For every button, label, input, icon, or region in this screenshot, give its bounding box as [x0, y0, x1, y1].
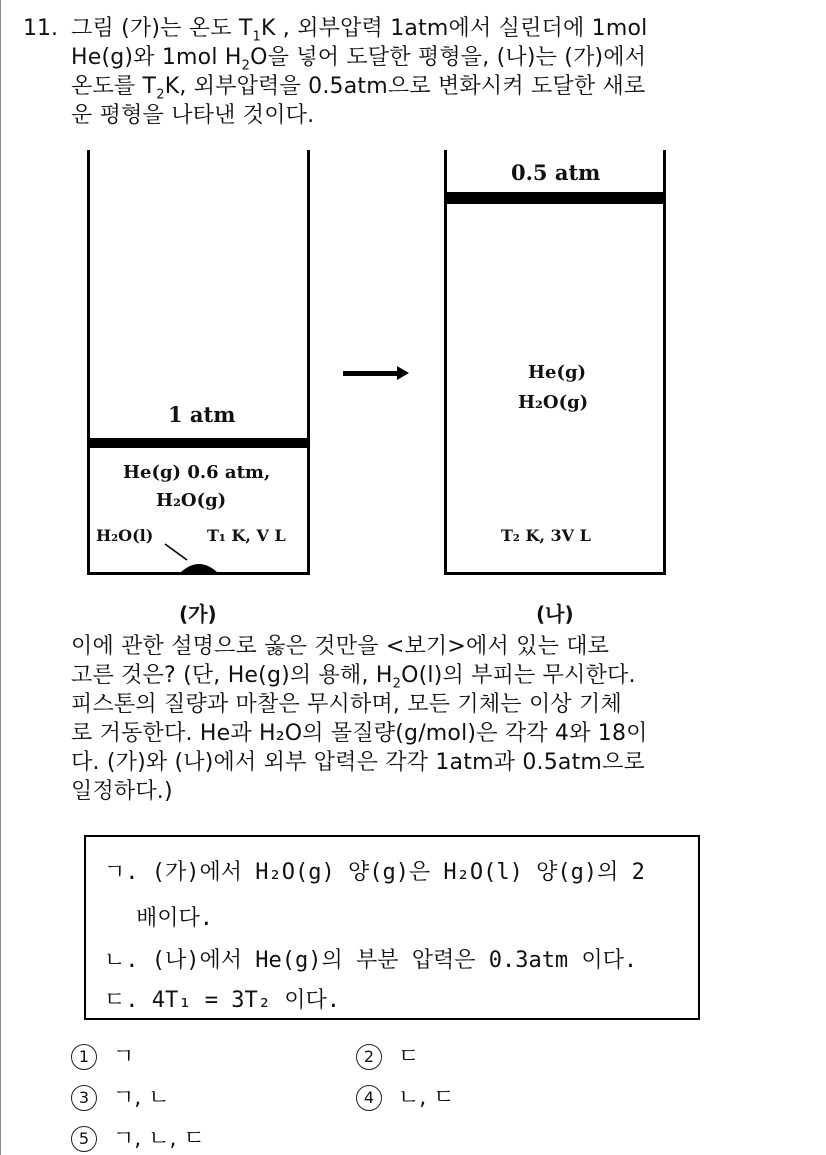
- paragraph-line-5: 다. (가)와 (나)에서 외부 압력은 각각 1atm과 0.5atm으로: [71, 750, 645, 775]
- choice-5[interactable]: [71, 1124, 205, 1154]
- question-line-4: 운 평형을 나타낸 것이다.: [71, 103, 315, 128]
- right-cylinder-bottom: [444, 572, 666, 575]
- arrow-icon: [343, 371, 399, 376]
- question-line-3: 온도를 $T_2K$, 외부압력을 0.5atm으로 변화시켜 도달한 새로: [71, 74, 646, 103]
- question-text: [71, 14, 771, 130]
- choice-label: ㄱ, ㄴ: [113, 1085, 170, 1111]
- choice-number: 1: [71, 1044, 97, 1070]
- paragraph-line-3: 피스톤의 질량과 마찰은 무시하며, 모든 기체는 이상 기체: [71, 692, 622, 717]
- choice-label: ㄱ, ㄴ, ㄷ: [113, 1126, 205, 1152]
- liquid-droplet-icon: [151, 530, 241, 575]
- choice-number: 2: [356, 1044, 382, 1070]
- left-cylinder-left-wall: [87, 150, 90, 575]
- choice-label: ㄱ: [113, 1044, 135, 1070]
- choice-3[interactable]: [71, 1083, 170, 1113]
- right-caption: (나): [536, 602, 574, 626]
- right-cylinder-right-wall: [663, 150, 666, 575]
- instruction-paragraph: [71, 632, 771, 806]
- left-piston: [87, 438, 310, 448]
- right-state-label: T₂ K, 3V L: [501, 526, 591, 545]
- left-liquid-label: H₂O(l): [96, 526, 154, 545]
- choice-label: ㄷ: [398, 1044, 420, 1070]
- question-line-2: He(g)와 1mol $H_2O$을 넣어 도달한 평형을, (나)는 (가)에서: [71, 45, 647, 74]
- right-cylinder-left-wall: [444, 150, 447, 575]
- left-caption: (가): [179, 602, 217, 626]
- right-piston: [444, 192, 666, 204]
- choice-number: 5: [71, 1126, 97, 1152]
- question-number: 11.: [23, 16, 58, 41]
- left-gas-label-1: He(g) 0.6 atm,: [123, 462, 271, 483]
- right-pressure-label: 0.5 atm: [511, 160, 601, 185]
- cylinder-diagram: [1, 140, 826, 630]
- arrow-head-icon: [397, 366, 409, 380]
- bogi-item-1-line-2: 배이다.: [136, 906, 214, 931]
- left-cylinder-right-wall: [307, 150, 310, 575]
- paragraph-line-1: 이에 관한 설명으로 옳은 것만을 <보기>에서 있는 대로: [71, 634, 610, 659]
- choice-number: 3: [71, 1085, 97, 1111]
- choice-2[interactable]: [356, 1042, 419, 1072]
- bogi-box: [84, 835, 700, 1020]
- bogi-item-2: ㄴ. (나)에서 He(g)의 부분 압력은 0.3atm 이다.: [104, 948, 638, 973]
- left-pressure-label: 1 atm: [168, 402, 236, 427]
- left-gas-label-2: H₂O(g): [156, 490, 227, 511]
- choice-number: 4: [356, 1085, 382, 1111]
- paragraph-line-4: 로 거동한다. He과 H₂O의 몰질량(g/mol)은 각각 4와 18이: [71, 721, 648, 746]
- right-gas-label-2: H₂O(g): [518, 392, 589, 413]
- question-line-1: 그림 (가)는 온도 $T_1K$ , 외부압력 1atm에서 실린더에 1mol: [71, 16, 648, 45]
- left-state-label: T₁ K, V L: [207, 526, 286, 545]
- right-gas-label-1: He(g): [528, 362, 587, 383]
- bogi-item-1-line-1: ㄱ. (가)에서 H₂O(g) 양(g)은 H₂O(l) 양(g)의 2: [104, 860, 645, 885]
- paragraph-line-6: 일정하다.): [71, 779, 173, 804]
- choice-1[interactable]: [71, 1042, 134, 1072]
- bogi-item-3: ㄷ. 4T₁ = 3T₂ 이다.: [104, 988, 340, 1013]
- paragraph-line-2: 고른 것은? (단, He(g)의 용해, $H_2O(l)$의 부피는 무시한다.: [71, 663, 636, 692]
- choice-4[interactable]: [356, 1083, 455, 1113]
- choice-label: ㄴ, ㄷ: [398, 1085, 455, 1111]
